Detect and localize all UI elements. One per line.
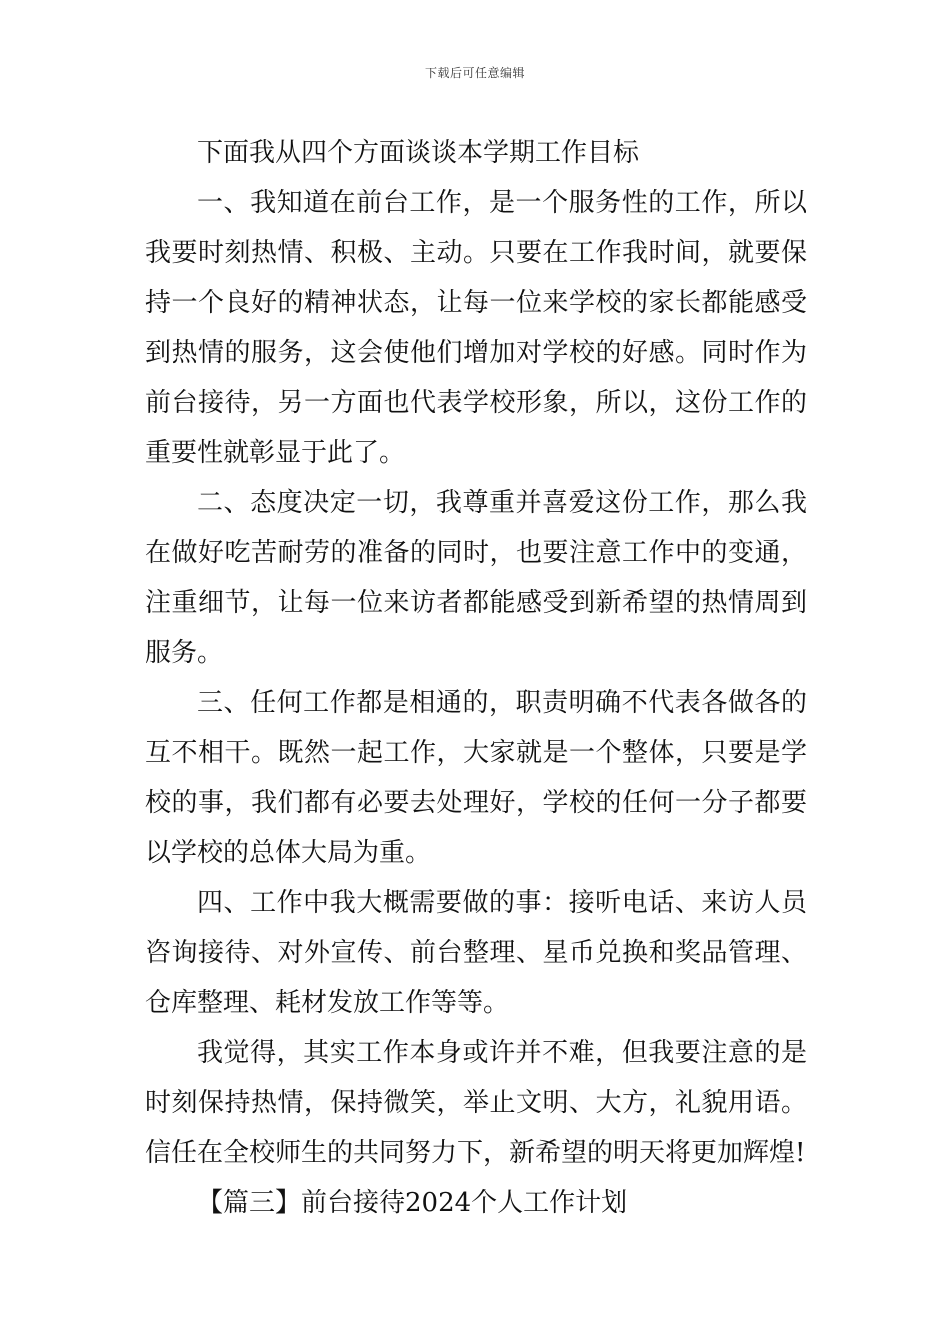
paragraph-conclusion: 我觉得，其实工作本身或许并不难，但我要注意的是时刻保持热情，保持微笑，举止文明、大方，礼貌用语。信任在全校师生的共同努力下，新希望的明天将更加辉煌! (145, 1038, 807, 1168)
paragraph-intro: 下面我从四个方面谈谈本学期工作目标 (197, 138, 640, 168)
section-heading: 【篇三】前台接待2024个人工作计划 (197, 1188, 628, 1218)
document-body (145, 128, 807, 1228)
paragraph-point-two: 二、态度决定一切，我尊重并喜爱这份工作，那么我在做好吃苦耐劳的准备的同时，也要注意工作中的变通，注重细节，让每一位来访者都能感受到新希望的热情周到服务。 (145, 488, 807, 668)
paragraph-point-three: 三、任何工作都是相通的，职责明确不代表各做各的互不相干。既然一起工作，大家就是一个整体，只要是学校的事，我们都有必要去处理好，学校的任何一分子都要以学校的总体大局为重。 (145, 688, 807, 868)
paragraph-point-four: 四、工作中我大概需要做的事：接听电话、来访人员咨询接待、对外宣传、前台整理、星币兑换和奖品管理、仓库整理、耗材发放工作等等。 (145, 888, 807, 1018)
page-header-note: 下载后可任意编辑 (424, 66, 525, 80)
paragraph-point-one: 一、我知道在前台工作，是一个服务性的工作，所以我要时刻热情、积极、主动。只要在工作我时间，就要保持一个良好的精神状态，让每一位来学校的家长都能感受到热情的服务，这会使他们增加对学校的好感。同时作为前台接待，另一方面也代表学校形象，所以，这份工作的重要性就彰显于此了。 (145, 188, 807, 468)
